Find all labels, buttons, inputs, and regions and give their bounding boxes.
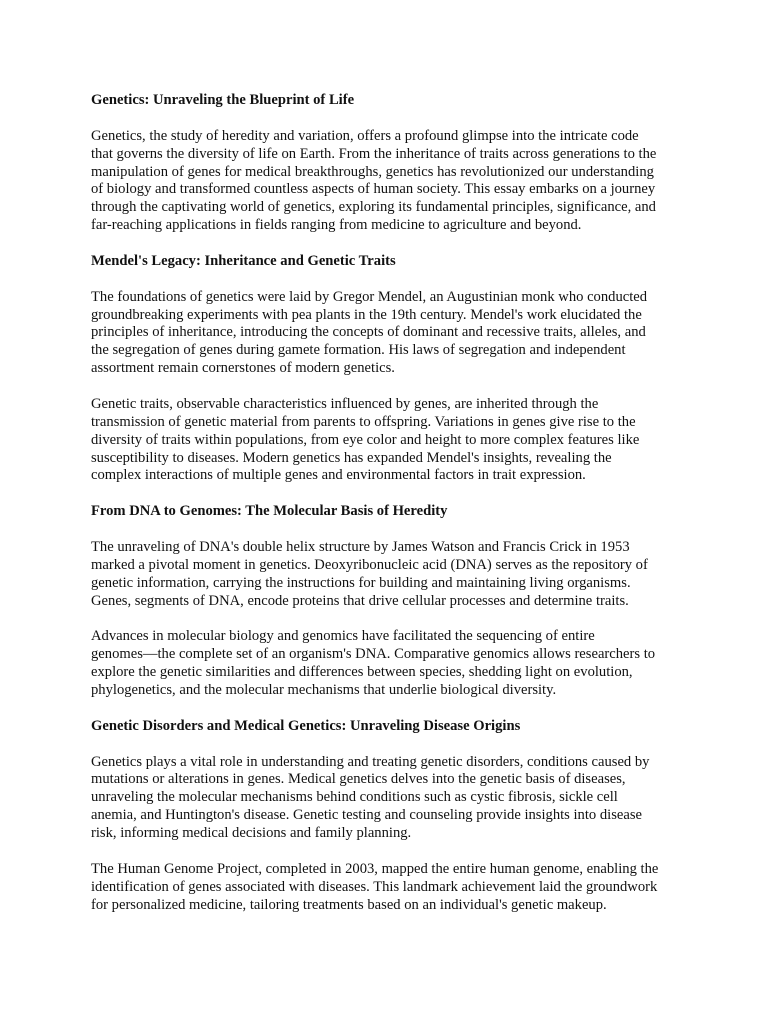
text-line: Genes, segments of DNA, encode proteins that drive cellular processes and determine traits. [91,592,629,609]
text-line: groundbreaking experiments with pea plants in the 19th century. Mendel's work elucidated the [91,306,642,323]
text-line: far-reaching applications in fields ranging from medicine to agriculture and beyond. [91,217,582,234]
text-line: genetic information, carrying the instructions for building and maintaining living organisms. [91,574,631,591]
section-heading: Genetic Disorders and Medical Genetics: Unraveling Disease Origins [91,717,521,734]
text-line: that governs the diversity of life on Earth. From the inheritance of traits across generations to the [91,145,657,162]
body-paragraph [91,289,691,378]
text-line: Genetics plays a vital role in understanding and treating genetic disorders, conditions caused by [91,753,650,770]
text-line: risk, informing medical decisions and family planning. [91,825,412,841]
text-line: susceptibility to diseases. Modern genetics has expanded Mendel's insights, revealing the [91,449,612,466]
text-line: The Human Genome Project, completed in 2003, mapped the entire human genome, enabling the [91,860,659,877]
text-line: transmission of genetic material from parents to offspring. Variations in genes give rise to the [91,413,636,430]
text-line: identification of genes associated with diseases. This landmark achievement laid the groundwork [91,878,658,895]
document-title: Genetics: Unraveling the Blueprint of Life [91,92,355,108]
text-line: mutations or alterations in genes. Medical genetics delves into the genetic basis of diseases, [91,771,626,788]
text-line: anemia, and Huntington's disease. Genetic testing and counseling provide insights into disease [91,807,642,824]
text-line: Genetic traits, observable characteristics influenced by genes, are inherited through the [91,395,599,412]
text-line: The unraveling of DNA's double helix structure by James Watson and Francis Crick in 1953 [91,539,630,556]
text-line: Genetics, the study of heredity and variation, offers a profound glimpse into the intricate code [91,127,639,144]
text-line: The foundations of genetics were laid by Gregor Mendel, an Augustinian monk who conducted [91,288,648,305]
text-line: complex interactions of multiple genes and environmental factors in trait expression. [91,467,586,484]
text-line: assortment remain cornerstones of modern genetics. [91,360,395,377]
text-line: the segregation of genes during gamete formation. His laws of segregation and independent [91,342,626,359]
body-paragraph [91,628,691,699]
text-line: diversity of traits within populations, from eye color and height to more complex features like [91,431,640,448]
text-line: marked a pivotal moment in genetics. Deoxyribonucleic acid (DNA) serves as the repository of [91,556,648,573]
intro-paragraph [91,128,691,235]
document-page [91,92,691,914]
body-paragraph [91,861,691,915]
text-line: explore the genetic similarities and differences between species, shedding light on evolution, [91,664,633,681]
body-paragraph [91,539,691,610]
text-line: of biology and transformed countless aspects of human society. This essay embarks on a journey [91,181,656,198]
text-line: manipulation of genes for medical breakthroughs, genetics has revolutionized our understanding [91,163,654,180]
text-line: for personalized medicine, tailoring treatments based on an individual's genetic makeup. [91,896,607,913]
text-line: Advances in molecular biology and genomics have facilitated the sequencing of entire [91,628,595,645]
text-line: through the captivating world of genetics, exploring its fundamental principles, significance, and [91,199,656,216]
text-line: principles of inheritance, introducing the concepts of dominant and recessive traits, alleles, and [91,324,646,341]
text-line: genomes—the complete set of an organism's DNA. Comparative genomics allows researchers to [91,646,656,663]
section-heading: Mendel's Legacy: Inheritance and Genetic Traits [91,252,396,269]
body-paragraph [91,754,691,843]
body-paragraph [91,396,691,485]
text-line: unraveling the molecular mechanisms behind conditions such as cystic fibrosis, sickle cell [91,789,618,806]
section-heading: From DNA to Genomes: The Molecular Basis of Heredity [91,503,448,520]
text-line: phylogenetics, and the molecular mechanisms that underlie biological diversity. [91,681,557,698]
